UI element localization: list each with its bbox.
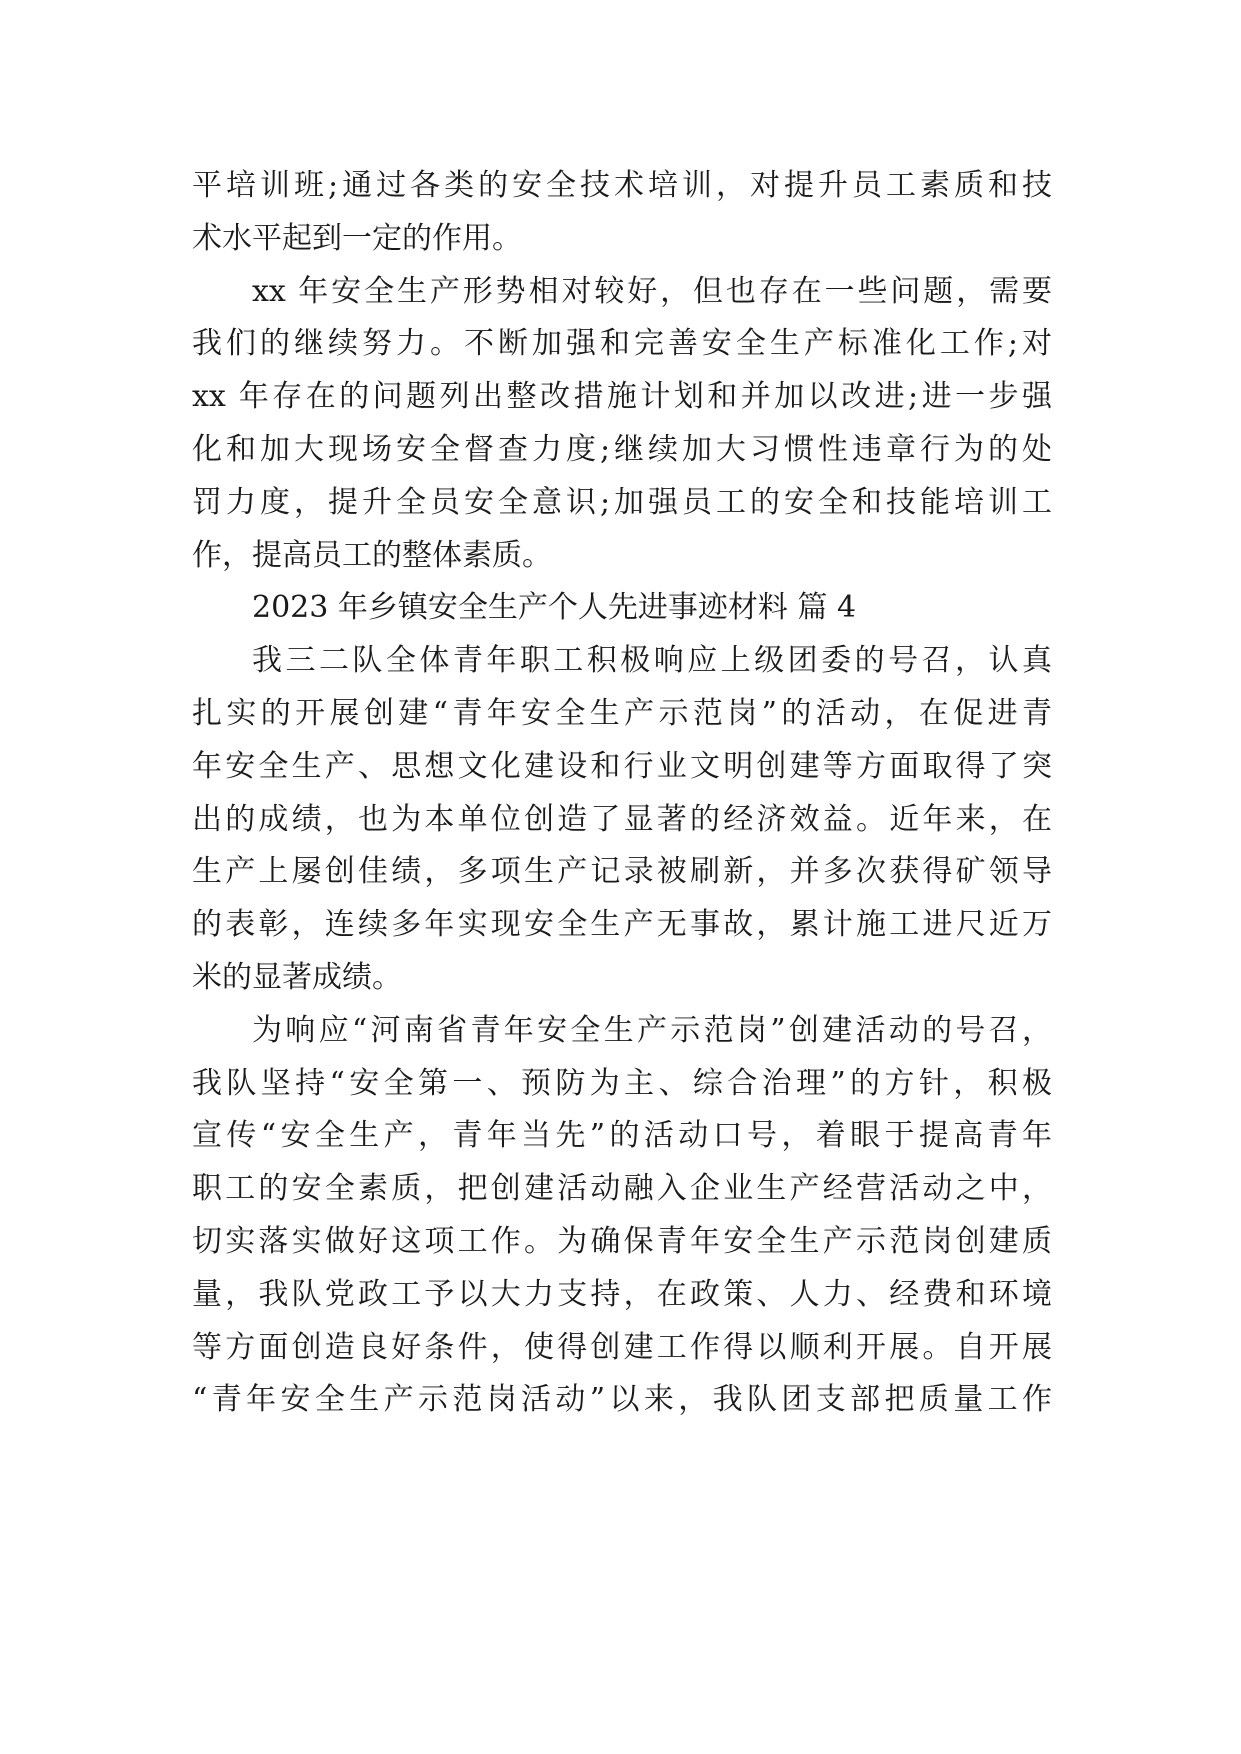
- text-line: 化和加大现场安全督查力度;继续加大习惯性违章行为的处: [192, 431, 1052, 467]
- paragraph-first-line: xx 年安全生产形势相对较好，但也存在一些问题，需要: [252, 273, 1052, 309]
- text-line: 术水平起到一定的作用。: [192, 220, 522, 256]
- text-line: 米的显著成绩。: [192, 959, 402, 995]
- text-line: 我队坚持“安全第一、预防为主、综合治理”的方针，积极: [192, 1065, 1052, 1101]
- paragraph-first-line: 我三二队全体青年职工积极响应上级团委的号召，认真: [252, 643, 1052, 679]
- document-body: [192, 160, 1052, 1427]
- text-line: 切实落实做好这项工作。为确保青年安全生产示范岗创建质: [192, 1223, 1052, 1259]
- text-line: 罚力度，提升全员安全意识;加强员工的安全和技能培训工: [192, 484, 1052, 520]
- text-line: 的表彰，连续多年实现安全生产无事故，累计施工进尺近万: [192, 907, 1052, 943]
- text-line: xx 年存在的问题列出整改措施计划和并加以改进;进一步强: [192, 379, 1052, 415]
- text-line: “青年安全生产示范岗活动”以来，我队团支部把质量工作: [192, 1382, 1052, 1418]
- text-line: 职工的安全素质，把创建活动融入企业生产经营活动之中，: [192, 1171, 1052, 1207]
- text-line: 量，我队党政工予以大力支持，在政策、人力、经费和环境: [192, 1276, 1052, 1312]
- text-line: 平培训班;通过各类的安全技术培训，对提升员工素质和技: [192, 168, 1052, 203]
- text-line: 年安全生产、思想文化建设和行业文明创建等方面取得了突: [192, 748, 1052, 784]
- text-line: 作，提高员工的整体素质。: [192, 537, 552, 573]
- text-line: 出的成绩，也为本单位创造了显著的经济效益。近年来，在: [192, 801, 1052, 837]
- text-line: 生产上屡创佳绩，多项生产记录被刷新，并多次获得矿领导: [192, 854, 1052, 890]
- section-heading: 2023 年乡镇安全生产个人先进事迹材料 篇 4: [252, 590, 857, 626]
- text-line: 等方面创造良好条件，使得创建工作得以顺利开展。自开展: [192, 1329, 1052, 1365]
- text-line: 扎实的开展创建“青年安全生产示范岗”的活动，在促进青: [192, 695, 1052, 731]
- paragraph-first-line: 为响应“河南省青年安全生产示范岗”创建活动的号召，: [252, 1012, 1052, 1048]
- text-line: 宣传“安全生产，青年当先”的活动口号，着眼于提高青年: [192, 1118, 1052, 1154]
- text-line: 我们的继续努力。不断加强和完善安全生产标准化工作;对: [192, 326, 1052, 362]
